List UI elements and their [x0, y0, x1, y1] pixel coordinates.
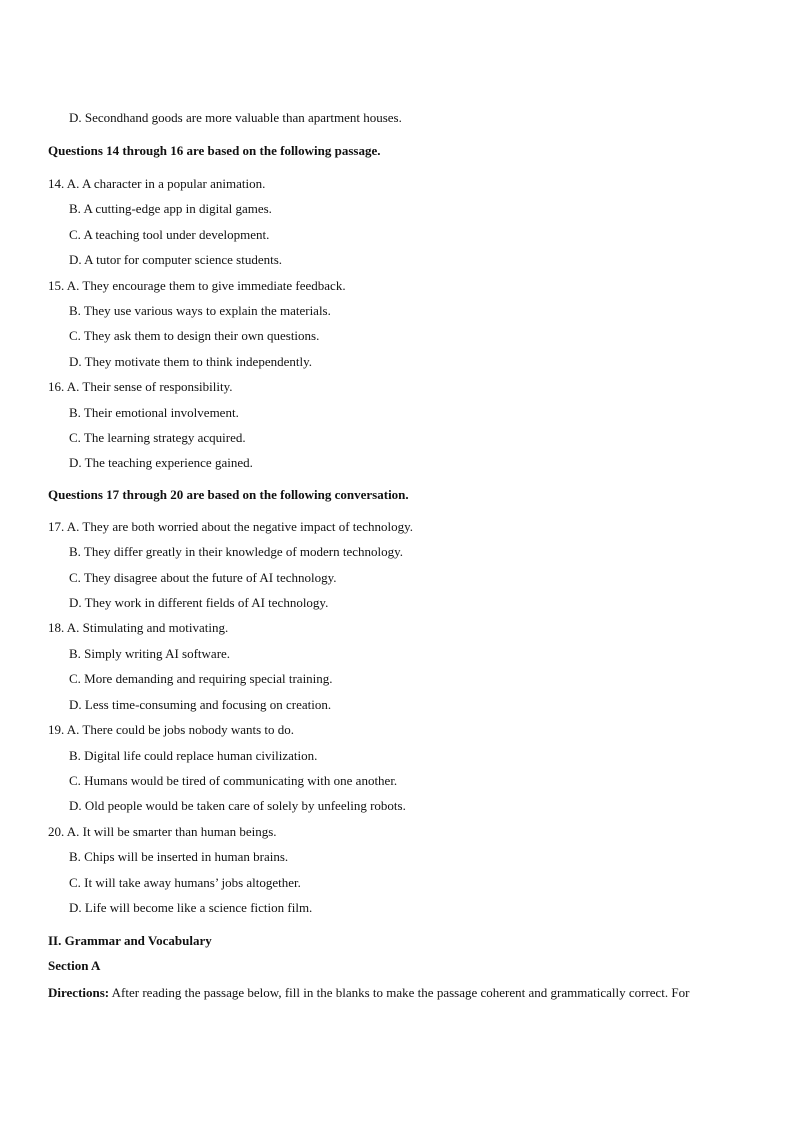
option-20-b: B. Chips will be inserted in human brains. [69, 849, 289, 864]
option-14-b: B. A cutting-edge app in digital games. [69, 201, 272, 216]
option-18-b: B. Simply writing AI software. [69, 646, 231, 661]
option-15-b: B. They use various ways to explain the materials. [69, 303, 331, 318]
option-17-c: C. They disagree about the future of AI technology. [69, 570, 337, 585]
option-17-d: D. They work in different fields of AI technology. [69, 595, 329, 610]
option-19-b: B. Digital life could replace human civilization. [69, 748, 318, 763]
option-14-a: 14. A. A character in a popular animation. [48, 176, 266, 191]
option-20-c: C. It will take away humans’ jobs altogether. [69, 875, 301, 890]
option-16-a: 16. A. Their sense of responsibility. [48, 379, 233, 394]
option-16-b: B. Their emotional involvement. [69, 405, 239, 420]
option-17-b: B. They differ greatly in their knowledge of modern technology. [69, 544, 404, 559]
directions-text: After reading the passage below, fill in the blanks to make the passage coherent and grammatically correct. For [109, 985, 690, 1000]
option-19-a: 19. A. There could be jobs nobody wants to do. [48, 722, 295, 737]
option-18-a: 18. A. Stimulating and motivating. [48, 620, 229, 635]
option-17-a: 17. A. They are both worried about the negative impact of technology. [48, 519, 413, 534]
option-14-c: C. A teaching tool under development. [69, 227, 270, 242]
questions-14-16-heading: Questions 14 through 16 are based on the following passage. [48, 143, 381, 158]
option-15-a: 15. A. They encourage them to give immediate feedback. [48, 278, 346, 293]
section-title: II. Grammar and Vocabulary [48, 933, 212, 948]
option-15-d: D. They motivate them to think independently. [69, 354, 312, 369]
option-19-d: D. Old people would be taken care of solely by unfeeling robots. [69, 798, 406, 813]
option-15-c: C. They ask them to design their own questions. [69, 328, 320, 343]
option-13-d: D. Secondhand goods are more valuable than apartment houses. [69, 110, 402, 125]
section-subtitle: Section A [48, 958, 101, 973]
option-20-a: 20. A. It will be smarter than human beings. [48, 824, 277, 839]
option-18-c: C. More demanding and requiring special training. [69, 671, 333, 686]
option-14-d: D. A tutor for computer science students. [69, 252, 283, 267]
option-18-d: D. Less time-consuming and focusing on creation. [69, 697, 332, 712]
option-16-d: D. The teaching experience gained. [69, 455, 253, 470]
option-20-d: D. Life will become like a science fiction film. [69, 900, 313, 915]
directions-label: Directions: [48, 985, 110, 1000]
option-19-c: C. Humans would be tired of communicating with one another. [69, 773, 398, 788]
directions-line [48, 985, 689, 1001]
questions-17-20-heading: Questions 17 through 20 are based on the following conversation. [48, 487, 409, 502]
option-16-c: C. The learning strategy acquired. [69, 430, 246, 445]
